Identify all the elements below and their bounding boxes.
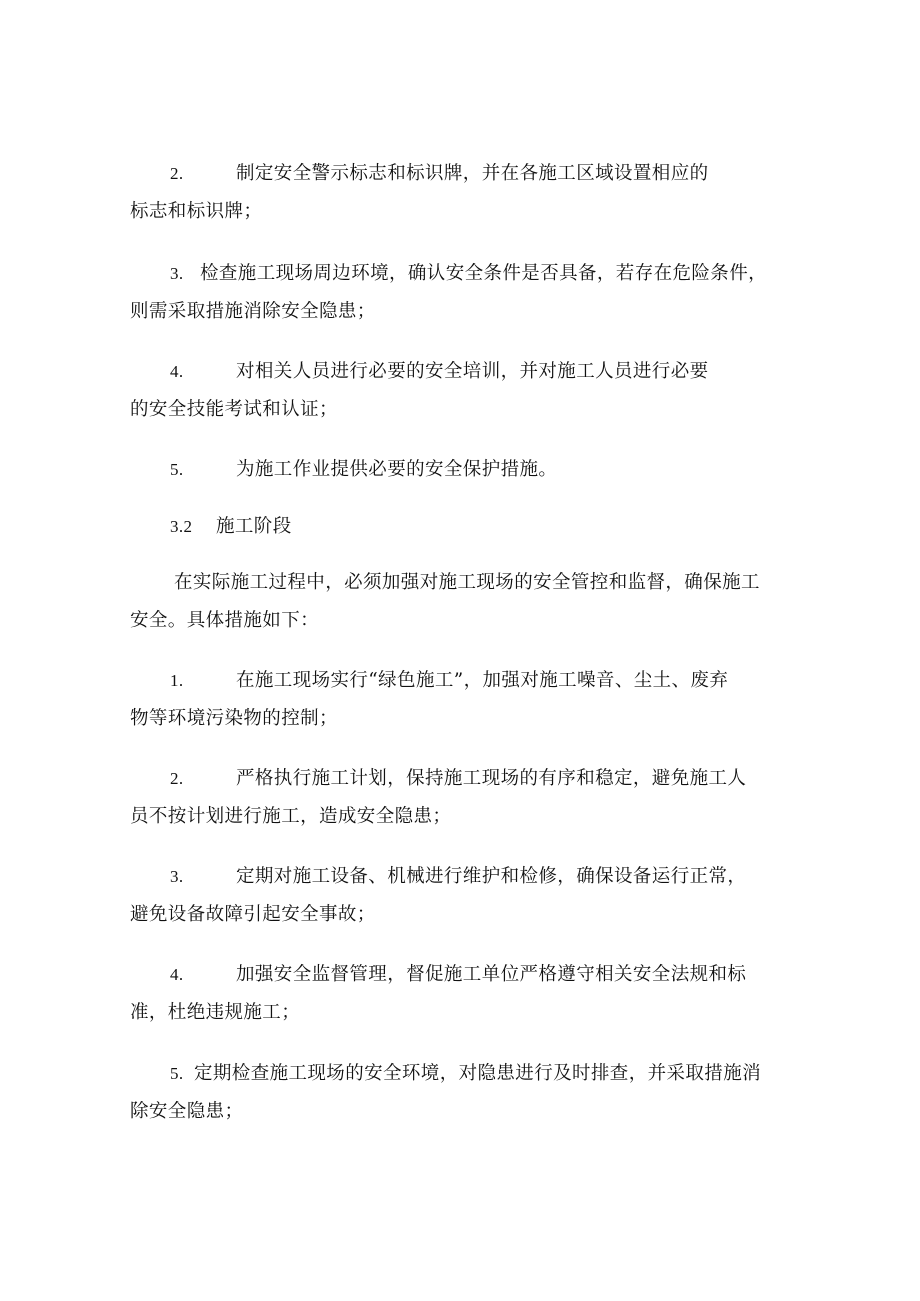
- list-item: [130, 956, 790, 1032]
- list-text: 加强安全监督管理，督促施工单位严格遵守相关安全法规和标: [236, 964, 747, 985]
- intro-text: 在实际施工过程中，必须加强对施工现场的安全管控和监督，确保施工: [174, 572, 760, 593]
- list-text: 严格执行施工计划，保持施工现场的有序和稳定，避免施工人: [236, 768, 747, 789]
- list-text: 为施工作业提供必要的安全保护措施。: [236, 459, 558, 480]
- list-text: 定期对施工设备、机械进行维护和检修，确保设备运行正常，: [236, 866, 747, 887]
- list-text: 检查施工现场周边环境，确认安全条件是否具备，若存在危险条件，: [200, 263, 768, 284]
- section-heading: [130, 508, 790, 546]
- list-number: 2.: [170, 769, 184, 788]
- intro-paragraph: [130, 564, 790, 640]
- list-text-continued: 物等环境污染物的控制；: [130, 708, 338, 729]
- section-number: 3.2: [170, 517, 193, 536]
- list-number: 1.: [170, 671, 184, 690]
- list-item: [130, 760, 790, 836]
- list-number: 4.: [170, 362, 184, 381]
- list-text-continued: 员不按计划进行施工，造成安全隐患；: [130, 806, 452, 827]
- list-text: 对相关人员进行必要的安全培训，并对施工人员进行必要: [236, 361, 709, 382]
- list-text-continued: 的安全技能考试和认证；: [130, 399, 338, 420]
- intro-text-continued: 安全。具体措施如下：: [130, 610, 320, 631]
- list-item: [130, 451, 790, 489]
- list-item: [130, 353, 790, 429]
- list-text: 定期检查施工现场的安全环境，对隐患进行及时排查，并采取措施消: [194, 1063, 762, 1084]
- list-text-continued: 避免设备故障引起安全事故；: [130, 904, 376, 925]
- list-item: [130, 155, 790, 231]
- list-text-continued: 标志和标识牌；: [130, 201, 263, 222]
- section-title: 施工阶段: [216, 516, 292, 537]
- list-text: 制定安全警示标志和标识牌，并在各施工区域设置相应的: [236, 163, 709, 184]
- list-text-continued: 除安全隐患；: [130, 1101, 244, 1122]
- list-item: [130, 858, 790, 934]
- list-number: 2.: [170, 164, 184, 183]
- list-item: [130, 1055, 790, 1131]
- list-text-continued: 准，杜绝违规施工；: [130, 1002, 301, 1023]
- list-number: 4.: [170, 965, 184, 984]
- list-number: 5.: [170, 460, 184, 479]
- list-number: 3.: [170, 264, 184, 283]
- list-number: 5.: [170, 1064, 184, 1083]
- list-text: 在施工现场实行“绿色施工”，加强对施工噪音、尘土、废弃: [236, 670, 729, 691]
- list-text-continued: 则需采取措施消除安全隐患；: [130, 301, 376, 322]
- list-number: 3.: [170, 867, 184, 886]
- list-item: [130, 255, 790, 331]
- list-item: [130, 662, 790, 738]
